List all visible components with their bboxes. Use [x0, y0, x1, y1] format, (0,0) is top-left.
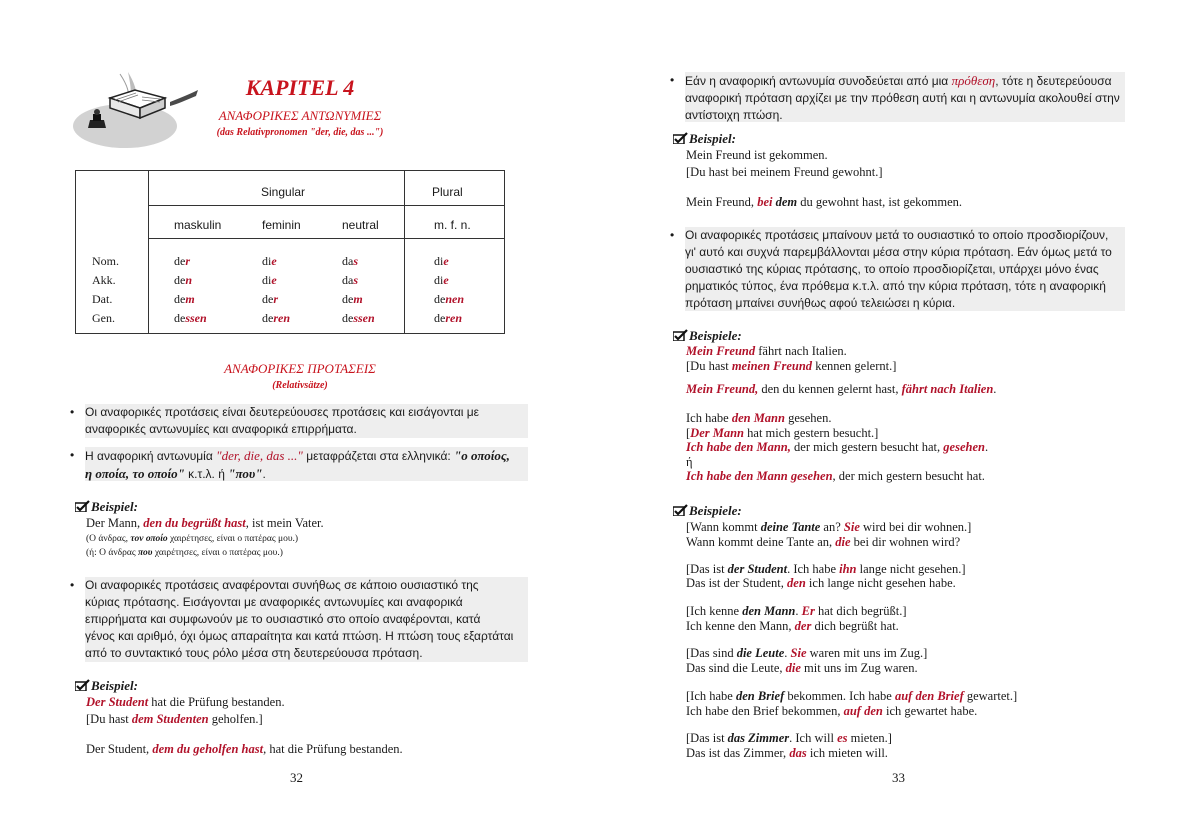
table-cell: die	[262, 273, 277, 287]
table-cell: das	[342, 273, 358, 287]
example-line: [Ich habe den Brief bekommen. Ich habe auf den Brief gewartet.]	[686, 689, 1018, 703]
example-line: [Du hast dem Studenten geholfen.]	[86, 712, 263, 726]
table-case-dat: Dat.	[92, 292, 113, 306]
table-singular-header: Singular	[261, 185, 306, 199]
table-cell: die	[262, 254, 277, 268]
table-cell: dem	[174, 292, 195, 306]
example-line: Der Student hat die Prüfung bestanden.	[86, 695, 285, 709]
chapter-subtitle: ΑΝΑΦΟΡΙΚΕΣ ΑΝΤΩΝΥΜΙΕΣ	[218, 108, 382, 123]
example-line: [Du hast meinen Freund kennen gelernt.]	[686, 359, 897, 373]
example-line: Ich habe den Mann gesehen, der mich gestern besucht hat.	[686, 469, 985, 483]
example-heading: Beispiele:	[673, 328, 742, 344]
example-line: Das ist das Zimmer, das ich mieten will.	[686, 746, 888, 760]
bullet-dot-icon: •	[70, 578, 75, 592]
example-line: Mein Freund fährt nach Italien.	[686, 344, 847, 358]
example-heading: Beispiel:	[673, 131, 736, 147]
table-gender-plural: m. f. n.	[434, 218, 471, 232]
example-heading: Beispiele:	[673, 503, 742, 519]
checkmark-pen-icon	[673, 329, 688, 341]
example-line: [Das ist der Student. Ich habe ihn lange nicht gesehen.]	[686, 562, 966, 576]
table-cell: deren	[262, 311, 290, 325]
checkmark-pen-icon	[673, 504, 688, 516]
table-cell: den	[174, 273, 193, 287]
bullet-preposition: • Εάν η αναφορική αντωνυμία συνοδεύεται από μια πρόθεση, τότε η δευτερεύουσα αναφορική πρόταση αρχίζει με την πρόθεση αυτή και η αντωνυμία ακολουθεί στην αντίστοιχη πτώση.	[685, 72, 1125, 122]
example-heading: Beispiel:	[75, 499, 138, 515]
checkmark-pen-icon	[75, 500, 90, 512]
page-number: 32	[290, 770, 303, 785]
table-cell: das	[342, 254, 358, 268]
example-line: Der Mann, den du begrüßt hast, ist mein Vater.	[86, 516, 324, 530]
example-line: Ich habe den Mann gesehen.	[686, 411, 832, 425]
table-plural-header: Plural	[432, 185, 463, 199]
example-line: [Wann kommt deine Tante an? Sie wird bei dir wohnen.]	[686, 520, 972, 534]
example-heading: Beispiel:	[75, 678, 138, 694]
example-or: ή	[686, 455, 693, 469]
example-line: [Der Mann hat mich gestern besucht.]	[686, 426, 879, 440]
section-subtitle: (Relativsätze)	[272, 380, 328, 391]
example-translation: (Ο άνδρας, τον οποίο χαιρέτησες, είναι ο πατέρας μου.)	[86, 534, 299, 544]
example-line: [Das ist das Zimmer. Ich will es mieten.]	[686, 731, 892, 745]
page-number: 33	[892, 770, 905, 785]
example-line: Der Student, dem du geholfen hast, hat die Prüfung bestanden.	[86, 742, 403, 756]
table-cell: der	[174, 254, 190, 268]
bullet-agreement: • Οι αναφορικές προτάσεις αναφέρονται συνήθως σε κάποιο ουσιαστικό της κύριας πρότασης. Εισάγονται με αναφορικές αντωνυμίες και αναφορικά επιρρήματα και συμφωνούν με το ουσιαστικό στο οποίο αναφέρονται, κατά γένος και αριθμό, όχι όμως απαραίτητα και κατά πτώση. Η πτώση τους εξαρτάται από το συντακτικό τους ρόλο μέσα στη δευτερεύουσα πρόταση.	[85, 577, 528, 662]
table-cell: deren	[434, 311, 462, 325]
example-line: Das sind die Leute, die mit uns im Zug waren.	[686, 661, 918, 675]
example-line: [Du hast bei meinem Freund gewohnt.]	[686, 165, 883, 179]
checkmark-pen-icon	[75, 679, 90, 691]
example-line: Mein Freund, den du kennen gelernt hast, fährt nach Italien.	[686, 382, 997, 396]
table-cell: der	[262, 292, 278, 306]
example-line: [Ich kenne den Mann. Er hat dich begrüßt.]	[686, 604, 907, 618]
example-line: Ich kenne den Mann, der dich begrüßt hat.	[686, 619, 899, 633]
bullet-dot-icon: •	[70, 405, 75, 419]
checkmark-pen-icon	[673, 132, 688, 144]
relative-pronoun-table	[75, 170, 505, 334]
table-case-akk: Akk.	[92, 273, 116, 287]
example-line: Mein Freund, bei dem du gewohnt hast, ist gekommen.	[686, 195, 963, 209]
chapter-title: KAPITEL 4	[245, 75, 355, 100]
example-line: Ich habe den Brief bekommen, auf den ich gewartet habe.	[686, 704, 978, 718]
bullet-translation: • Η αναφορική αντωνυμία "der, die, das ..." μεταφράζεται στα ελληνικά: "ο οποίος, η οποία, το οποίο" κ.τ.λ. ή "που".	[85, 447, 528, 481]
table-gender-feminin: feminin	[262, 218, 301, 232]
table-cell: denen	[434, 292, 465, 306]
table-cell: dem	[342, 292, 363, 306]
example-line: Ich habe den Mann, der mich gestern besucht hat, gesehen.	[686, 440, 989, 454]
bullet-dot-icon: •	[670, 228, 675, 242]
bullet-dot-icon: •	[70, 448, 75, 462]
example-line: Wann kommt deine Tante an, die bei dir wohnen wird?	[686, 535, 961, 549]
example-line: Das ist der Student, den ich lange nicht gesehen habe.	[686, 576, 956, 590]
table-gender-neutral: neutral	[342, 218, 379, 232]
bullet-word-order: • Οι αναφορικές προτάσεις μπαίνουν μετά το ουσιαστικό το οποίο προσδιορίζουν, γι' αυτό και συχνά παρεμβάλλονται μέσα στην κύρια πρόταση. Εάν όμως μετά το ουσιαστικό της κύριας πρότασης, το οποίο προσδιορίζεται, υπάρχει μόνο ένας ρηματικός τύπος, ένα πρόθεμα κ.τ.λ. από την κύρια πρόταση, τότε η αναφορική πρόταση μπαίνει συνήθως αφού τελειώσει η κύρια.	[685, 227, 1125, 311]
example-line: [Das sind die Leute. Sie waren mit uns im Zug.]	[686, 646, 928, 660]
example-line: Mein Freund ist gekommen.	[686, 148, 828, 162]
bullet-relative-clauses-intro: • Οι αναφορικές προτάσεις είναι δευτερεύουσες προτάσεις και εισάγονται με αναφορικές αντωνυμίες και αναφορικά επιρρήματα.	[85, 404, 528, 438]
section-title: ΑΝΑΦΟΡΙΚΕΣ ΠΡΟΤΑΣΕΙΣ	[224, 361, 376, 376]
table-cell: die	[434, 273, 449, 287]
example-translation-alt: (ή: Ο άνδρας που χαιρέτησες, είναι ο πατέρας μου.)	[86, 548, 283, 558]
bullet-dot-icon: •	[670, 73, 675, 87]
table-cell: dessen	[174, 311, 207, 325]
table-gender-maskulin: maskulin	[174, 218, 222, 232]
table-case-nom: Nom.	[92, 254, 119, 268]
table-cell: dessen	[342, 311, 375, 325]
table-cell: die	[434, 254, 449, 268]
chapter-subsubtitle: (das Relativpronomen "der, die, das ...")	[216, 127, 384, 138]
table-case-gen: Gen.	[92, 311, 115, 325]
right-page	[600, 0, 1200, 829]
